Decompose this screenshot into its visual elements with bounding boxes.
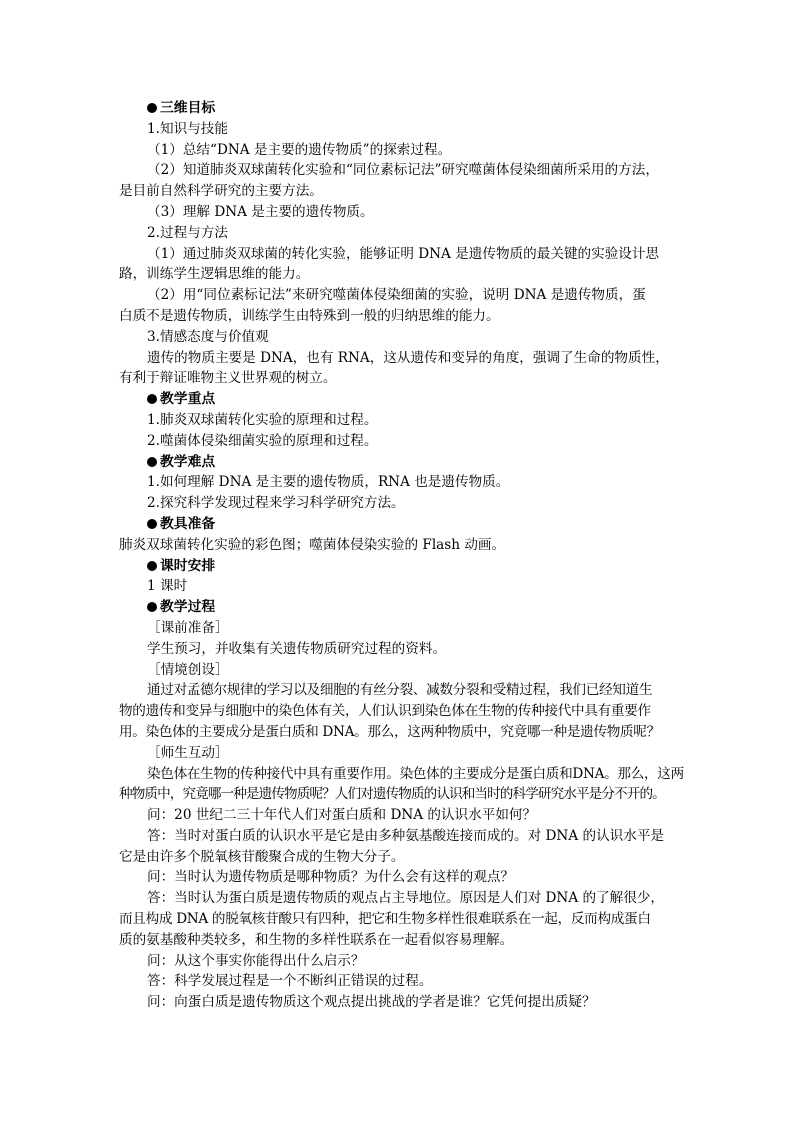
section-heading-difficulties: 教学难点 (119, 452, 679, 473)
paragraph-line: （2）知道肺炎双球菌转化实验和“同位素标记法”研究噬菌体侵染细菌所采用的方法， (147, 162, 659, 179)
answer-line: 质的氨基酸种类较多，和生物的多样性联系在一起看似容易理解。 (119, 931, 514, 948)
section-heading-key-points: 教学重点 (119, 389, 679, 410)
paragraph-line: （2）用“同位素标记法”来研究噬菌体侵染细菌的实验，说明 DNA 是遗传物质，蛋 (147, 287, 646, 304)
section-heading-process: 教学过程 (119, 597, 679, 618)
bullet-icon (147, 602, 157, 612)
bullet-icon (147, 457, 157, 467)
paragraph-line: 学生预习，并收集有关遗传物质研究过程的资料。 (147, 640, 447, 657)
paragraph-line: 肺炎双球菌转化实验的彩色图；噬菌体侵染实验的 Flash 动画。 (119, 536, 506, 553)
list-item: 1.肺炎双球菌转化实验的原理和过程。 (147, 411, 378, 428)
subheading-knowledge: 1.知识与技能 (147, 120, 228, 137)
paragraph-line: 有利于辩证唯物主义世界观的树立。 (119, 370, 337, 387)
subheading-interaction: ［师生互动］ (147, 744, 229, 761)
bullet-icon (147, 561, 157, 571)
paragraph-line: （1）总结“DNA 是主要的遗传物质”的探索过程。 (147, 141, 452, 158)
answer-line: 答：当时对蛋白质的认识水平是它是由多种氨基酸连接而成的。对 DNA 的认识水平是 (147, 827, 665, 844)
paragraph-line: 路，训练学生逻辑思维的能力。 (119, 266, 310, 283)
section-heading-materials: 教具准备 (119, 514, 679, 535)
subheading-prep: ［课前准备］ (147, 619, 229, 636)
list-item: 2.噬菌体侵染细菌实验的原理和过程。 (147, 432, 378, 449)
list-item: 2.探究科学发现过程来学习科学研究方法。 (147, 495, 405, 512)
paragraph-line: 染色体在生物的传种接代中具有重要作用。染色体的主要成分是蛋白质和DNA。那么，这两 (147, 765, 684, 782)
answer-line: 答：科学发展过程是一个不断纠正错误的过程。 (147, 973, 433, 990)
paragraph-line: 物的遗传和变异与细胞中的染色体有关，人们认识到染色体在生物的传种接代中具有重要作 (119, 703, 651, 720)
list-item: 1.如何理解 DNA 是主要的遗传物质，RNA 也是遗传物质。 (147, 474, 510, 491)
paragraph-line: 用。染色体的主要成分是蛋白质和 DNA。那么，这两种物质中，究竟哪一种是遗传物质呢？ (119, 723, 660, 740)
paragraph-line: 通过对孟德尔规律的学习以及细胞的有丝分裂、减数分裂和受精过程，我们已经知道生 (147, 682, 653, 699)
subheading-method: 2.过程与方法 (147, 224, 228, 241)
paragraph-line: 白质不是遗传物质，训练学生由特殊到一般的归纳思维的能力。 (119, 307, 500, 324)
question-line: 问：从这个事实你能得出什么启示？ (147, 952, 365, 969)
section-heading-goals: 三维目标 (119, 98, 679, 119)
paragraph-line: （1）通过肺炎双球菌的转化实验，能够证明 DNA 是遗传物质的最关键的实验设计思 (147, 245, 660, 262)
paragraph-line: （3）理解 DNA 是主要的遗传物质。 (147, 203, 374, 220)
bullet-icon (147, 103, 157, 113)
question-line: 问：20 世纪二三十年代人们对蛋白质和 DNA 的认识水平如何？ (147, 807, 537, 824)
subheading-scene: ［情境创设］ (147, 661, 229, 678)
paragraph-line: 是目前自然科学研究的主要方法。 (119, 183, 323, 200)
subheading-attitude: 3.情感态度与价值观 (147, 328, 269, 345)
paragraph-line: 遗传的物质主要是 DNA，也有 RNA，这从遗传和变异的角度，强调了生命的物质性， (147, 349, 669, 366)
section-heading-schedule: 课时安排 (119, 556, 679, 577)
question-line: 问：向蛋白质是遗传物质这个观点提出挑战的学者是谁？它凭何提出质疑？ (147, 994, 596, 1011)
bullet-icon (147, 519, 157, 529)
answer-line: 它是由许多个脱氧核苷酸聚合成的生物大分子。 (119, 848, 405, 865)
answer-line: 而且构成 DNA 的脱氧核苷酸只有四种，把它和生物多样性很难联系在一起，反而构成蛋白 (119, 911, 651, 928)
question-line: 问：当时认为遗传物质是哪种物质？为什么会有这样的观点？ (147, 869, 515, 886)
paragraph-line: 1 课时 (147, 578, 188, 595)
paragraph-line: 种物质中，究竟哪一种是遗传物质呢？人们对遗传物质的认识和当时的科学研究水平是分不开的。 (119, 786, 665, 803)
document-page (119, 98, 684, 1013)
bullet-icon (147, 394, 157, 404)
answer-line: 答：当时认为蛋白质是遗传物质的观点占主导地位。原因是人们对 DNA 的了解很少， (147, 890, 665, 907)
